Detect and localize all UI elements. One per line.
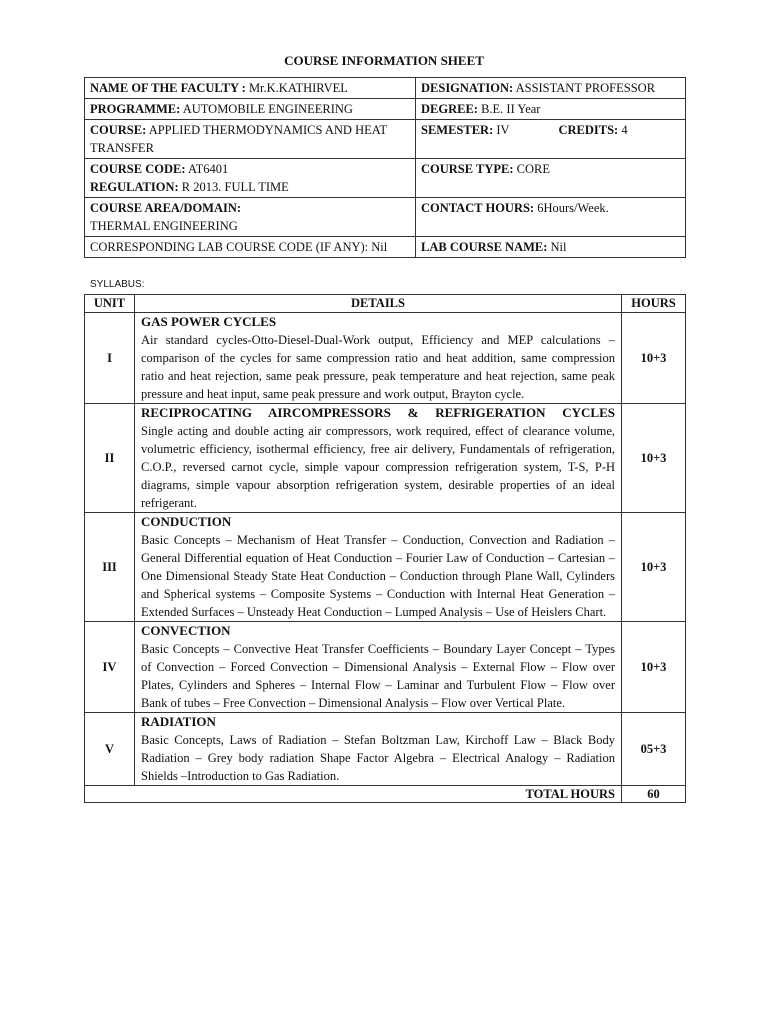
unit-text: Basic Concepts, Laws of Radiation – Stefan Boltzman Law, Kirchoff Law – Black Body Radiation – Grey body radiation Shape Factor Algebra – Electrical Analogy – Radiation Shields –Introduction to Gas Radiation. [141,733,615,783]
lab-code-cell [85,237,416,258]
credits-value: 4 [621,123,628,137]
course-area-cell [85,198,416,237]
table-row [85,404,686,513]
unit-number: IV [85,622,135,713]
syllabus-table [84,294,686,803]
course-code-cell [85,159,416,198]
total-row [85,786,686,803]
regulation-label: REGULATION: [90,180,179,194]
unit-text: Single acting and double acting air compressors, work required, effect of clearance volume, volumetric efficiency, isothermal efficiency, free air delivery, Fundamentals of refrigeration, C.O.P., reversed carnot cycle, simple vapour compression refrigeration system, T-S, P-H diagrams, simple vapour absorption refrigeration system, desirable properties of an ideal refrigerant. [141,424,615,510]
unit-number: V [85,713,135,786]
table-row [85,622,686,713]
contact-hours-label: CONTACT HOURS: [421,201,535,215]
semester-value: IV [496,123,510,137]
credits-label: CREDITS: [558,123,619,137]
unit-text: Basic Concepts – Convective Heat Transfer Coefficients – Boundary Layer Concept – Types of Convection – Forced Convection – Dimensional Analysis – External Flow – Flow over Plates, Cylinders and Spheres – Internal Flow – Laminar and Turbulent Flow – Flow over Bank of tubes – Free Convection – Dimensional Analysis – Flow over Vertical Plate. [141,642,615,710]
degree-value: B.E. II Year [481,102,541,116]
table-row [85,713,686,786]
unit-title: CONVECTION [141,623,231,638]
faculty-value: Mr.K.KATHIRVEL [248,81,348,95]
unit-hours: 10+3 [622,622,686,713]
unit-number: II [85,404,135,513]
unit-hours: 10+3 [622,313,686,404]
total-hours-value: 60 [622,786,686,803]
unit-title: RECIPROCATING AIRCOMPRESSORS & REFRIGERATION CYCLES [141,405,615,420]
unit-details [135,713,622,786]
programme-cell [85,99,416,120]
unit-header: UNIT [85,295,135,313]
unit-text: Air standard cycles-Otto-Diesel-Dual-Work output, Efficiency and MEP calculations – comparison of the cycles for same compression ratio and heat addition, same compression ratio and heat rejection, same peak pressure, peak temperature and heat rejection, same peak pressure and heat input, same peak pressure and work output, Brayton cycle. [141,333,615,401]
lab-name-label: LAB COURSE NAME: [421,240,548,254]
total-hours-label: TOTAL HOURS [85,786,622,803]
table-row [85,513,686,622]
table-row [85,78,686,99]
lab-code-text: CORRESPONDING LAB COURSE CODE (IF ANY): Nil [90,240,388,254]
hours-header: HOURS [622,295,686,313]
unit-number: I [85,313,135,404]
lab-name-value: Nil [550,240,567,254]
course-type-cell [416,159,686,198]
course-info-table [84,77,686,258]
unit-title: GAS POWER CYCLES [141,314,277,329]
faculty-cell [85,78,416,99]
unit-details [135,313,622,404]
unit-details [135,513,622,622]
course-code-label: COURSE CODE: [90,162,186,176]
table-row [85,99,686,120]
course-label: COURSE: [90,123,147,137]
details-header: DETAILS [135,295,622,313]
faculty-label: NAME OF THE FACULTY : [90,81,246,95]
lab-name-cell [416,237,686,258]
course-value: APPLIED THERMODYNAMICS AND HEAT TRANSFER [90,123,387,155]
designation-value: ASSISTANT PROFESSOR [515,81,656,95]
unit-title: RADIATION [141,714,216,729]
contact-hours-value: 6Hours/Week. [537,201,609,215]
programme-label: PROGRAMME: [90,102,181,116]
unit-number: III [85,513,135,622]
semester-cell [416,120,686,159]
degree-cell [416,99,686,120]
table-header-row [85,295,686,313]
page-title: COURSE INFORMATION SHEET [284,53,484,68]
contact-hours-cell [416,198,686,237]
degree-label: DEGREE: [421,102,478,116]
course-area-value: THERMAL ENGINEERING [90,219,238,233]
course-type-label: COURSE TYPE: [421,162,514,176]
course-code-value: AT6401 [187,162,229,176]
regulation-value: R 2013. FULL TIME [181,180,289,194]
table-row [85,313,686,404]
table-row [85,159,686,198]
syllabus-label: SYLLABUS: [90,279,145,290]
unit-details [135,622,622,713]
unit-hours: 10+3 [622,513,686,622]
programme-value: AUTOMOBILE ENGINEERING [182,102,353,116]
designation-label: DESIGNATION: [421,81,514,95]
designation-cell [416,78,686,99]
unit-details [135,404,622,513]
semester-label: SEMESTER: [421,123,494,137]
table-row [85,198,686,237]
unit-title: CONDUCTION [141,514,232,529]
course-cell [85,120,416,159]
unit-text: Basic Concepts – Mechanism of Heat Transfer – Conduction, Convection and Radiation – General Differential equation of Heat Conduction – Fourier Law of Conduction – Cartesian – One Dimensional Steady State Heat Conduction – Conduction through Plane Wall, Cylinders and Spherical systems – Composite Systems – Conduction with Internal Heat Generation – Extended Surfaces – Unsteady Heat Conduction – Lumped Analysis – Use of Heislers Chart. [141,533,615,619]
table-row [85,120,686,159]
course-area-label: COURSE AREA/DOMAIN: [90,201,242,215]
unit-hours: 05+3 [622,713,686,786]
unit-hours: 10+3 [622,404,686,513]
course-type-value: CORE [516,162,550,176]
table-row [85,237,686,258]
